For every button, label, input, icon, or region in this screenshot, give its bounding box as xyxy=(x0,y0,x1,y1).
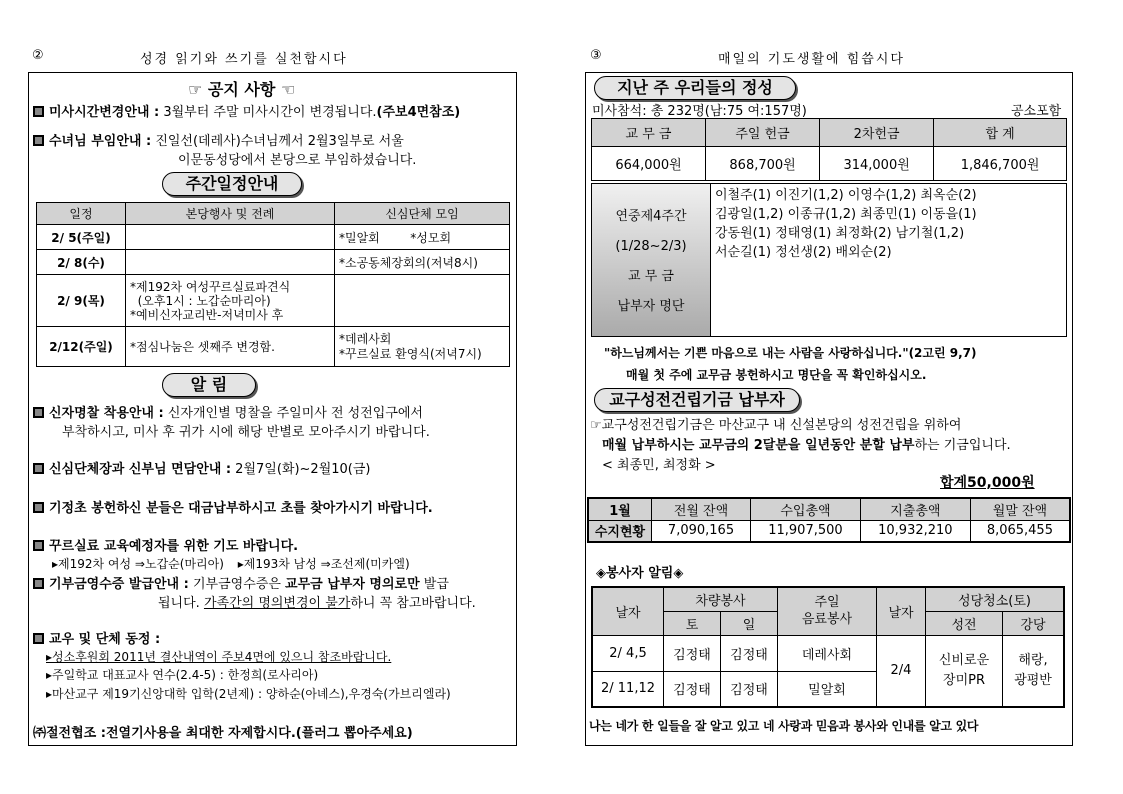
donors-label: 연중제4주간 xyxy=(615,209,687,224)
table-header: 일정 xyxy=(37,203,126,225)
table-header: 성전 xyxy=(926,611,1003,635)
schedule-groups: *소공동체장회의(저녁8시) xyxy=(335,250,510,275)
notice-text: 교우 및 단체 동정 : xyxy=(49,632,161,647)
receipt-notice xyxy=(33,573,449,592)
table-header: 신심단체 모임 xyxy=(335,203,510,225)
news-item: ▸성소후원회 2011년 결산내역이 주보4면에 있으니 참조바랍니다. xyxy=(46,650,392,664)
table-row xyxy=(588,520,1070,542)
table-row xyxy=(37,225,510,250)
volunteer-sun: 김정태 xyxy=(721,635,778,671)
news-item: ▸마산교구 제19기신앙대학 입학(2년제) : 양하순(아녜스),우경숙(가브리엘라) xyxy=(46,687,451,701)
fund-total: 합계50,000원 xyxy=(940,475,1035,491)
volunteer-date: 2/ 11,12 xyxy=(592,671,664,707)
offering-table xyxy=(591,118,1067,181)
bullet-square-icon xyxy=(33,463,44,474)
table-header: 차량봉사 xyxy=(664,587,778,611)
schedule-events: *점심나눔은 셋째주 변경함. xyxy=(126,327,335,367)
volunteer-date: 2/ 4,5 xyxy=(592,635,664,671)
notice-text: 하니 꼭 참고바랍니다. xyxy=(350,596,476,611)
table-header: 본당행사 및 전례 xyxy=(126,203,335,225)
table-header: 날자 xyxy=(877,587,926,635)
volunteer-sun: 김정태 xyxy=(721,671,778,707)
volunteer-sat: 김정태 xyxy=(664,671,721,707)
notice-text: 2월7일(화)~2월10(금) xyxy=(235,462,371,477)
balance-table xyxy=(587,497,1071,543)
list-item: ▸제192차 여성 ⇒노갑순(마리아) xyxy=(52,557,224,571)
notice-label: 미사시간변경안내 : xyxy=(49,105,160,120)
bullet-square-icon xyxy=(33,106,44,117)
notice-text: 꾸르실료 교육예정자를 위한 기도 바랍니다. xyxy=(49,539,299,554)
cursillo-notice xyxy=(33,535,298,554)
attendance: 미사참석: 총 232명(남:75 여:157명) xyxy=(592,104,807,119)
notice-label: 수녀님 부임안내 : xyxy=(49,134,152,149)
schedule-events xyxy=(126,250,335,275)
notice-text: 기정초 봉헌하신 분들은 대금납부하시고 초를 찾아가시기 바랍니다. xyxy=(49,501,433,516)
bullet-square-icon xyxy=(33,407,44,418)
fund-text: 하는 기금입니다. xyxy=(914,438,1011,453)
table-header: 주일 헌금 xyxy=(706,119,820,147)
notice-text: 신자개인별 명찰을 주일미사 전 성전입구에서 xyxy=(167,406,423,421)
notice-emphasis: 교무금 납부자 명의로만 xyxy=(285,577,420,592)
cursillo-list xyxy=(52,555,410,572)
table-header: 날자 xyxy=(592,587,664,635)
receipt-notice-line2 xyxy=(158,592,476,611)
table-header: 2차헌금 xyxy=(820,119,934,147)
clean-sanctuary: 신비로운 장미PR xyxy=(926,635,1003,707)
table-header: 강당 xyxy=(1003,611,1064,635)
notice-text: 발급 xyxy=(419,577,449,592)
donors-label-cell xyxy=(591,183,711,337)
balance-value: 10,932,210 xyxy=(860,520,970,542)
schedule-date: 2/ 8(수) xyxy=(37,250,126,275)
donor-line: 이철주(1) 이진기(1,2) 이영수(1,2) 최옥순(2) xyxy=(715,188,977,203)
left-page-header: 성경 읽기와 쓰기를 실천합시다 xyxy=(140,52,348,67)
notice-label: 기부금영수증 발급안내 : xyxy=(49,577,189,592)
table-row xyxy=(37,327,510,367)
clean-date: 2/4 xyxy=(877,635,926,707)
schedule-groups xyxy=(335,275,510,327)
fund-line2 xyxy=(602,434,1011,453)
offering-value: 1,846,700원 xyxy=(934,147,1067,181)
page-number-left: ② xyxy=(32,48,46,63)
balance-label-month: 1월 xyxy=(588,498,652,520)
table-header: 합 계 xyxy=(934,119,1067,147)
notice-label: ㈜절전협조 xyxy=(33,726,97,741)
notice-label: 신자명찰 착용안내 : xyxy=(49,406,164,421)
donors-list xyxy=(710,183,1067,337)
notice-text: 3월부터 주말 미사시간이 변경됩니다. xyxy=(163,105,377,120)
offering-value: 314,000원 xyxy=(820,147,934,181)
schedule-events xyxy=(126,225,335,250)
fund-emphasis: 매월 납부하시는 교무금의 2달분을 일년동안 분할 납부 xyxy=(602,438,915,453)
table-header: 주일 음료봉사 xyxy=(778,587,877,635)
balance-value: 8,065,455 xyxy=(970,520,1070,542)
volunteer-title: ◈봉사자 알림◈ xyxy=(596,566,684,581)
scripture-quote: "하느님께서는 기쁜 마음으로 내는 사람을 사랑하십니다."(2고린 9,7) xyxy=(604,346,977,360)
table-header: 토 xyxy=(664,611,721,635)
table-header: 지출총액 xyxy=(860,498,970,520)
schedule-groups: *데레사회 *꾸르실료 환영식(저녁7시) xyxy=(335,327,510,367)
balance-value: 11,907,500 xyxy=(751,520,861,542)
volunteer-drink: 밀알회 xyxy=(778,671,877,707)
fund-title: 교구성전건립기금 납부자 xyxy=(594,388,800,412)
schedule-groups: *밀알회 *성모회 xyxy=(335,225,510,250)
donor-line: 서순길(1) 정선생(2) 배외순(2) xyxy=(715,245,892,260)
interview-notice xyxy=(33,458,371,477)
schedule-events: *제192차 여성꾸르실료파견식 (오후1시 : 노갑순마리아) *예비신자교리반-저녁미사 후 xyxy=(126,275,335,327)
nun-notice-line2: 이문동성당에서 본당으로 부임하셨습니다. xyxy=(178,153,417,168)
offering-reminder: 매월 첫 주에 교무금 봉헌하시고 명단을 꼭 확인하십시오. xyxy=(626,368,927,382)
attendance-note: 공소포함 xyxy=(1011,104,1062,119)
fund-line1: ☞교구성전건립기금은 마산교구 내 신설본당의 성전건립을 위하여 xyxy=(590,418,962,433)
news-title xyxy=(33,628,160,647)
table-row xyxy=(592,635,1064,671)
nametag-notice xyxy=(33,402,423,421)
balance-label-summary: 수지현황 xyxy=(588,520,652,542)
table-row xyxy=(592,147,1067,181)
donors-label: 교 무 금 xyxy=(628,269,674,284)
offering-value: 664,000원 xyxy=(592,147,706,181)
schedule-date: 2/ 5(주일) xyxy=(37,225,126,250)
footer-verse: 나는 네가 한 일들을 잘 알고 있고 네 사랑과 믿음과 봉사와 인내를 알고 있다 xyxy=(589,719,979,733)
nametag-notice-line2: 부착하시고, 미사 후 귀가 시에 해당 반별로 모아주시기 바랍니다. xyxy=(62,425,430,440)
mass-time-notice xyxy=(33,101,460,120)
notice-text: 진일선(데레사)수녀님께서 2월3일부로 서울 xyxy=(155,134,404,149)
notice-text: 됩니다. xyxy=(158,596,204,611)
offering-value: 868,700원 xyxy=(706,147,820,181)
table-header: 수입총액 xyxy=(751,498,861,520)
weekly-schedule-table xyxy=(36,202,510,367)
schedule-date: 2/12(주일) xyxy=(37,327,126,367)
notice-note: (주보4면참조) xyxy=(376,105,461,120)
power-saving-notice xyxy=(33,722,413,741)
donor-line: 김광일(1,2) 이종규(1,2) 최종민(1) 이동을(1) xyxy=(715,207,977,222)
notice-title: ☞ 공지 사항 ☜ xyxy=(188,80,296,99)
table-header: 전월 잔액 xyxy=(652,498,751,520)
right-page-header: 매일의 기도생활에 힘씁시다 xyxy=(718,52,905,67)
notice-text: 기부금영수증은 xyxy=(192,577,286,592)
bullet-square-icon xyxy=(33,502,44,513)
donor-line: 강동원(1) 정태영(1) 최정화(2) 남기철(1,2) xyxy=(715,226,965,241)
nun-notice xyxy=(33,130,404,149)
volunteer-sat: 김정태 xyxy=(664,635,721,671)
table-header: 일 xyxy=(721,611,778,635)
clean-hall: 해랑, 광평반 xyxy=(1003,635,1064,707)
last-week-title: 지난 주 우리들의 정성 xyxy=(594,76,796,100)
balance-value: 7,090,165 xyxy=(652,520,751,542)
table-row xyxy=(37,275,510,327)
bullet-square-icon xyxy=(33,540,44,551)
schedule-date: 2/ 9(목) xyxy=(37,275,126,327)
list-item: ▸제193차 남성 ⇒조선제(미카엘) xyxy=(237,557,410,571)
notice-label: 신심단체장과 신부님 면담안내 : xyxy=(49,462,232,477)
bullet-square-icon xyxy=(33,633,44,644)
alim-title: 알 림 xyxy=(162,373,256,397)
donors-label: 납부자 명단 xyxy=(617,299,685,314)
donors-label: (1/28~2/3) xyxy=(615,239,687,254)
page-number-right: ③ xyxy=(590,48,604,63)
notice-text: :전열기사용을 최대한 자제합시다.(플러그 뽑아주세요) xyxy=(96,726,413,741)
table-header: 교 무 금 xyxy=(592,119,706,147)
volunteer-table xyxy=(591,586,1065,708)
bullet-square-icon xyxy=(33,578,44,589)
weekly-schedule-title: 주간일정안내 xyxy=(162,172,302,196)
table-header: 월말 잔액 xyxy=(970,498,1070,520)
notice-emphasis: 가족간의 명의변경이 불가 xyxy=(203,596,351,611)
volunteer-drink: 데레사회 xyxy=(778,635,877,671)
table-header: 성당청소(토) xyxy=(926,587,1065,611)
candle-notice xyxy=(33,497,433,516)
fund-donors: < 최종민, 최정화 > xyxy=(602,458,716,473)
news-item: ▸주일학교 대표교사 연수(2.4-5) : 한정희(로사리아) xyxy=(46,668,319,682)
bullet-square-icon xyxy=(33,135,44,146)
table-row xyxy=(37,250,510,275)
